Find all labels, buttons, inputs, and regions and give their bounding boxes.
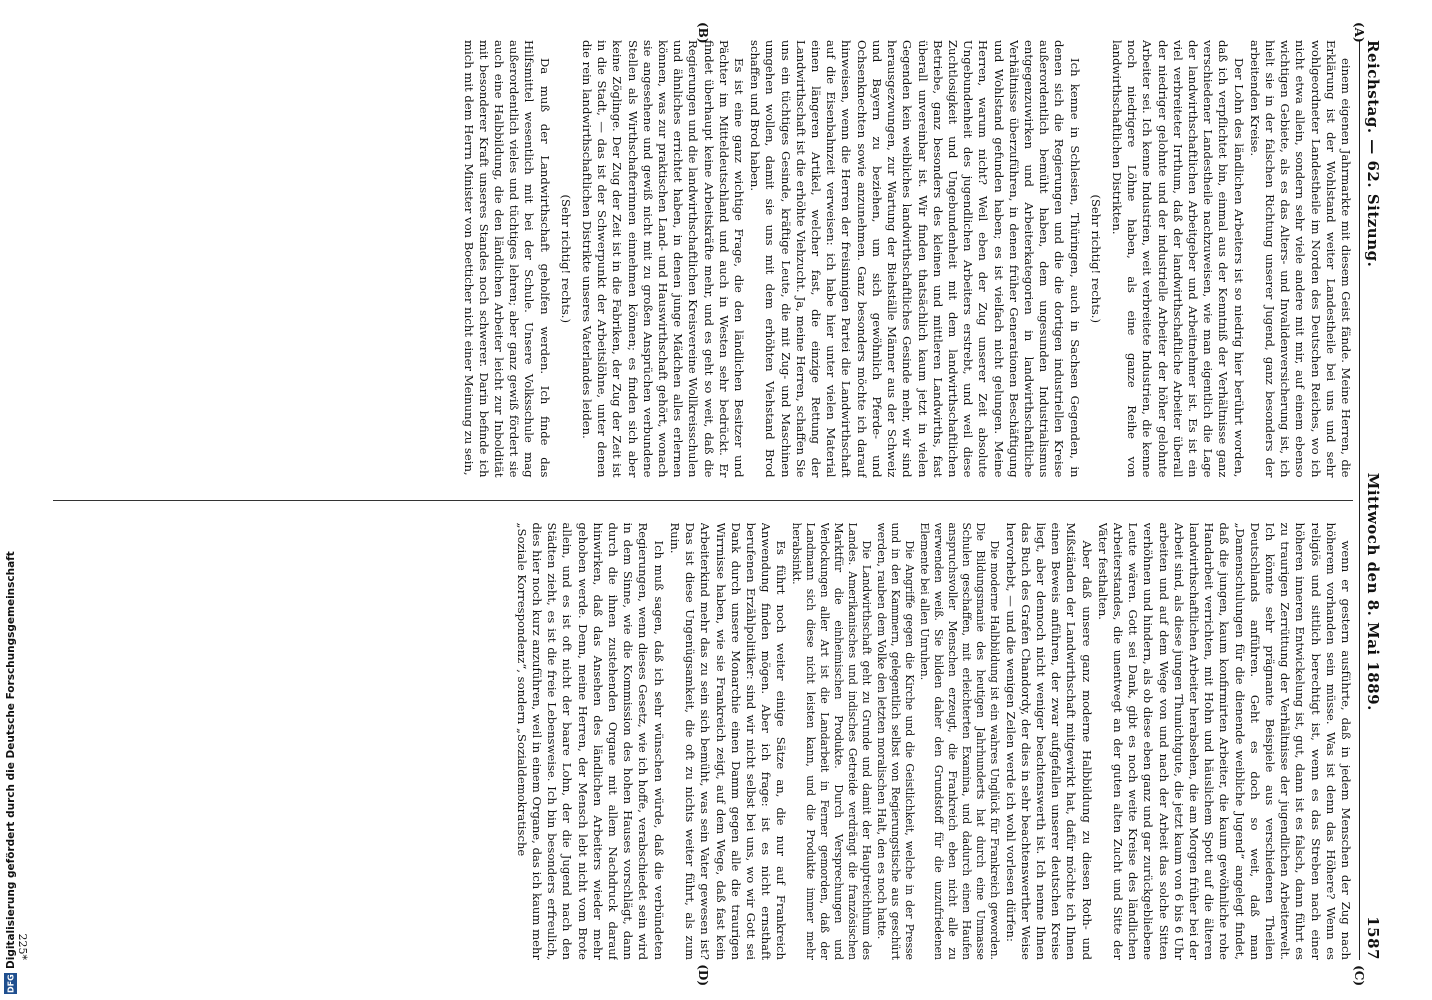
left-column-paragraph: einem eigenen Jahrmarkte mit diesem Geist fände. Meine Herren, die Erklärung ist der Wohlstand weiter Landestheile bei uns und sehr wohlgeordneter Landestheile im Norden des Deutschen Reiches, wo ich nicht etwa allein, sondern sehr viele andere mit mir, auf einem ebenso wichtigen Gebiete, als es das Alters- und Invalidenversicherung ist, ich hielt sie in der falschen Richtung unserer Jugend, ganz besonders der arbeitenden Kreise. <box>1247 40 1353 478</box>
header-date: Mittwoch den 8. Mai 1889. <box>1364 472 1382 711</box>
page-number: 1587 <box>1364 916 1382 960</box>
column-divider <box>53 500 1353 501</box>
page-header <box>1359 40 1382 960</box>
left-column-paragraph: Es ist eine ganz wichtige Frage, die den ländlichen Besitzer und Pächter im Mitteldeutschland und auch in Westen sehr bedrückt. Er findet überhaupt keine Arbeitskräfte mehr, und es geht so weit, daß die Regierungen und die landwirthschaftlichen Kreisvereine Wollkreisschulen und ähnliches errichtet haben, in denen junge Mädchen alles erlernen können, was zur praktischen Land- und Hauswirthschaft gehört, wonach sie angesehene und gewiß nicht mit zu großen Ansprüchen verbundene Stellen als Wirthschafterinnen einnehmen können; es finden sich aber keine Zöglinge. Der Zug der Zeit ist in die Fabriken, der Zug der Zeit ist in die Stadt, — das ist der Schwerpunkt der Arbeitslöhne, unter denen die rein landwirthschaftlichen Distrikte unseres Vaterlandes leiden. <box>580 40 747 478</box>
left-column-paragraph: Da muß der Landwirthschaft geholfen werden. Ich finde das Hilfsmittel wesentlich mit bei der Schule. Unsere Volksschule mag außerordentlich vieles und tüchtiges lehren; aber ganz gewiß fördert sie auch eine Halbbildung, die den ländlichen Arbeiter leicht zur Inboldität mit besonderer Kraft unseres Standes noch schwerer. Darin befinde ich mich mit dem Herrn Minister von Boetticher nicht einer Meinung zu sein, <box>461 40 552 478</box>
left-column-paragraph: Ich kenne in Schlesien, Thüringen, auch in Sachsen Gegenden, in denen sich die Regierungen und die die dortigen industriellen Kreise außerordentlich bemüht haben, dem ungesunden Industrialismus entgegenzuwirken und Arbeiterkategorien in landwirthschaftliche Verhältnisse überzuführen, in denen früher Generationen Beschäftigung und Wohlstand gefunden haben; es ist vielfach nicht gelungen. Meine Herren, warum nicht? Weil eben der Zug unserer Zeit absolute Ungebundenheit des jugendlichen Arbeiters erstrebt, und weil diese Zuchtlosigkeit und Ungebundenheit mit dem landwirthschaftlichen Betriebe, ganz besonders des kleinen und mittleren Landwirths, fast überall unvereinbar ist. Wir finden thatsächlich kaum jetzt in vielen Gegenden kein weibliches landwirthschaftliches Gesinde mehr, wir sind herausgezwungen, zur Wartung der Biehställe Männer aus der Schweiz und Bayern zu beziehen, um sich gewöhnlich Pferde- und Ochsenknechten sowie anzunehmen. Ganz besonders möchte ich darauf hinweisen, wenn die Herren der freisinnigen Partei die Landwirthschaft auf die Eisenbahnzeit verweisen: ich habe hier unter vielen Material einen längeren Artikel, welcher fast, die einzige Rettung der Landwirthschaft ist die erhöhte Viehzucht. Ja, meine Herren, schaffen Sie uns ein tüchtiges Gesinde, kräftige Leute, die mit Zug- und Maschinen umgehen wollen, damit sie uns mit dem erhöhten Viehstand Brod schaffen und Brod haben. <box>748 40 1082 478</box>
right-column-paragraph: wenn er gestern ausführte, daß in jedem Menschen der Zug nach höherem vorhanden sein müsse. Was ist denn das Höhere? Wenn es religiös und sittlich berechtigt ist, wenn es das Streben nach einer höheren inneren Entwickelung ist, gut, dann ist es falsch, dann führt es zu traurigen Zerrüttung der Verhältnisse der jugendlichen Arbeiterwelt. Ich könnte sehr prägnante Beispiele aus verschiedenen Theilen Deutschlands anführen. Geht es doch so weit, daß man „Damenschulungen für die dienende weibliche Jugend“ angelegt findet, daß die jungen, kaum konfirmirten Arbeiter, die kaum gewöhnliche rohe Handarbeit verrichten, mit Hohn und häuslichem Spott auf die älteren landwirthschaftlichen Arbeiter herabsehen, die am Morgen früher bei der Arbeit sind, als diese jungen Thunichtgute, die jetzt kaum von 6 bis 6 Uhr arbeiten und auf dem Wege von und nach der Arbeit das solche Sitten verhöhnen und hindern, als ob diese eben ganz und gar zurückgebliebene Leute wären. Gott sei Dank, gibt es noch weite Kreise des ländlichen Arbeiterstandes, die unentwegt an der guten alten Zucht und Sitte der Väter festhalten. <box>1095 522 1353 960</box>
document-page <box>10 0 1400 1000</box>
right-column-paragraph: Die Landwirthschaft geht zu Grunde und damit der Hauptreichthum des Landes. Amerikanisches und indisches Getreide verdrängt die französischen Marktfür die einheimischen Produkte. Durch Versprechungen und Verlockungen aller Art ist die Landarbeit in Ferner gemorden, daß der Landmann sich diese nicht leisten kann, und die Produkte immer mehr herabsinkt. <box>790 522 874 960</box>
dfg-logo-icon: DFG <box>6 974 16 993</box>
text-columns <box>53 40 1353 960</box>
right-column-paragraph: Ich muß sagen, daß ich sehr wünschen würde, daß die verbündeten Regierungen, wenn dieses Gesetz, wie ich hoffe, verabschiedet sein wird in dem Sinne, wie die Kommission des hohen Hauses vorschlägt, dann durch die ihnen zustehenden Organe mit allem Nachdruck darauf hinwirken, daß das Ansehen des ländlichen Arbeiters wieder mehr gehoben werde. Denn, meine Herren, der Mensch lebt nicht vom Brote allein, und es ist oft nicht der baare Lohn, der die Jugend nach den Städten zieht, es ist die freie Lebensweise. Ich bin besonders erfreulich, dies hier noch kurz anzuführen, weil in einem Organe, das ich kaum mehr „Soziale Korrespondenz“, sondern „Sozialdemokratische <box>514 522 666 960</box>
credit-text: Digitalisierung gefördert durch die Deutsche Forschungsgemeinschaft <box>5 551 17 970</box>
right-column-paragraph: Aber daß unsere ganz moderne Halbbildung zu diesen Roth- und Mißständen der Landwirthschaft mitgewirkt hat, dafür möchte ich Ihnen einen Beweis anführen, der zwar aufgefallen unserer deutschen Kreise liegt, aber dennoch nicht weniger beachtenswerth ist. Ich nenne Ihnen das Buch des Grafen Chandordy, der dies in sehr beachtenswerther Weise hervorhebt, — und die wenigen Zeilen werde ich wohl vorlesen dürfen: <box>1003 522 1094 960</box>
right-column <box>53 523 1353 961</box>
left-column-paragraph: (Sehr richtig! rechts.) <box>1088 194 1103 324</box>
margin-marker-b: (B) <box>696 22 710 44</box>
left-column-paragraph: (Sehr richtig! rechts.) <box>558 194 573 324</box>
right-column-paragraph: Die moderne Halbbildung ist ein wahres Unglück für Frankreich geworden. Die Bildungsmanie des heutigen Jahrhunderts hat durch eine Unmasse Schulen geschaffen, mit erleichterten Examina, und dadurch einen Haufen anspruchsvoller Menschen erzeugt, die Frankreich eben nicht alle zu verwenden weiß. Sie bilden daher den Grundstoff für die unzufriedenen Elemente bei allen Unruhen. <box>918 522 1002 960</box>
right-column-paragraph: Die Angriffe gegen die Kirche und die Geistlichkeit, welche in der Presse und in den Kammern, gelegentlich selbst von Regierungstische aus geschürt werden, rauben dem Volke den letzten moralischen Halt, den es noch hatte. <box>875 522 917 960</box>
margin-marker-a: (A) <box>1352 22 1366 43</box>
left-column-paragraph: Der Lohn des ländlichen Arbeiters ist so niedrig hier berührt worden, daß ich verpflichtet bin, einmal aus der Kenntniß der Verhältnisse ganz verschiedener Landestheile nachzuweisen, wie man eigentlich die Lage der landwirthschaftlichen Arbeitgeber und Arbeitnehmer ist. Es ist ein viel verbreiteter Irrthum, daß der landwirthschaftliche Arbeiter überall der niedriger gelohnte und der industrielle Arbeiter der höher gelohnte Arbeiter sei. Ich kenne Industrien, weit verbreitete Industrien, die kenne noch niedrigere Löhne haben, als eine ganze Reihe von landwirthschaftlichen Distrikten. <box>1109 40 1246 478</box>
header-left: Reichstag. — 62. Sitzung. <box>1364 40 1382 268</box>
margin-marker-c: (C) <box>1352 965 1366 986</box>
right-column-paragraph: Es führt noch weiter einige Sätze an, die nur auf Frankreich Anwendung finden mögen. Aber ich frage: ist es nicht ernsthaft berufenen Erzählpolitiker: sind wir nicht selbst bei uns, wo wir Gott sei Dank durch unsere Monarchie einen Damm gegen alle die traurigen Wirrnisse haben, wie sie Frankreich zeigt, auf dem Wege, daß fast kein Arbeiterkind mehr das zu sein sich bemüht, was sein Vater gewesen ist? Das ist diese Ungenügsamkeit, die oft zu nichts weiter führt, als zum Ruin. <box>667 522 789 960</box>
signature-mark: 225* <box>16 933 29 960</box>
margin-marker-d: (D) <box>696 964 710 986</box>
left-column <box>53 40 1353 478</box>
digitization-credit <box>4 314 18 994</box>
